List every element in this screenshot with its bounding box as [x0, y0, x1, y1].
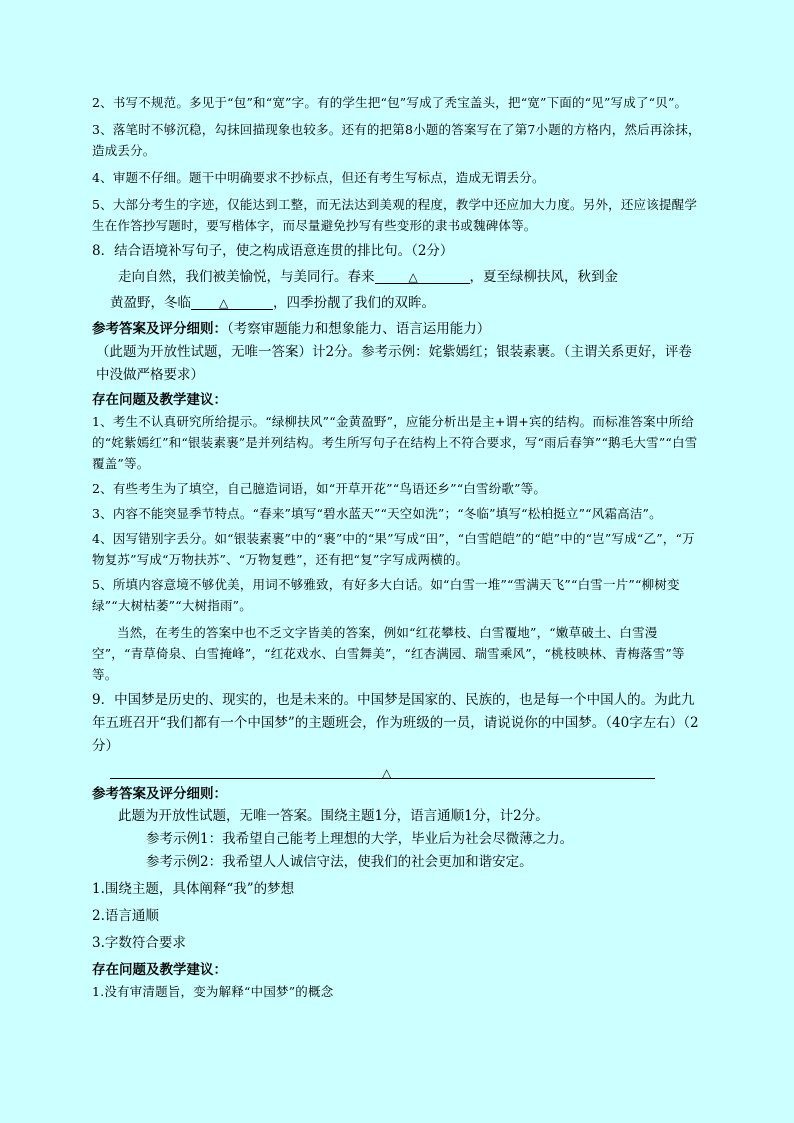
- list-item: 1.没有审清题旨，变为解释“中国梦”的概念: [92, 984, 334, 999]
- answer-blank-winter[interactable]: △: [191, 293, 273, 310]
- handwriting-issues-list: [92, 92, 704, 236]
- list-item: 4、因写错别字丢分。如“银装素裹”中的“裹”中的“果”写成“田”，“白雪皑皑”的“皑”中的“岂”写成“乙”，“万物复苏”写成“万物扶苏”、“万物复甦”，还有把“复”字写成两横的。: [92, 531, 695, 567]
- closing-paragraph: 当然，在考生的答案中也不乏文字皆美的答案，例如“红花攀枝、白雪覆地”，“嫩草破土、白雪漫空”，“青草倚泉、白雪掩峰”，“红花戏水、白雪舞美”，“红杏满园、瑞雪乘风”，“桃枝映林、青梅落雪”等等。: [92, 625, 685, 682]
- question-8-sentence: 走向自然，我们被美愉悦，与美同行。春来 △ ，夏至绿柳扶风，秋到金: [118, 269, 618, 285]
- issues-heading: 存在问题及教学建议：: [92, 392, 227, 408]
- answer-line[interactable]: △: [110, 764, 655, 779]
- question-8-sentence-line2: 黄盈野，冬临 △ ，四季扮靓了我们的双眸。: [110, 295, 435, 311]
- criteria-item: 2.语言通顺: [92, 908, 159, 924]
- question-9: [92, 689, 704, 981]
- list-item: 4、审题不仔细。题干中明确要求不抄标点，但还有考生写标点，造成无谓丢分。: [92, 170, 545, 185]
- list-item: 5、大部分考生的字迹，仅能达到工整，而无法达到美观的程度，教学中还应加大力度。另外，还应该提醒学生在作答抄写题时，要写楷体字，而尽量避免抄写有些变形的隶书或魏碑体等。: [92, 197, 698, 233]
- issues-heading: 存在问题及教学建议：: [92, 962, 227, 978]
- question-8-issues-list: [92, 411, 704, 685]
- list-item: 3、内容不能突显季节特点。“春来”填写“碧水蓝天”“天空如洗”；“冬临”填写“松柏挺立”“风霜高洁”。: [92, 506, 662, 521]
- example-2: 参考示例2：我希望人人诚信守法，使我们的社会更加和谐安定。: [146, 854, 533, 870]
- answer-blank-spring[interactable]: △: [375, 267, 470, 284]
- list-item: 3、落笔时不够沉稳，勾抹回描现象也较多。还有的把第8小题的答案写在了第7小题的方格内，然后再涂抹，造成丢分。: [92, 122, 701, 158]
- question-8: [92, 240, 704, 411]
- answer-heading: 参考答案及评分细则：（考察审题能力和想象能力、语言运用能力）: [92, 321, 491, 337]
- criteria-item: 1.围绕主题，具体阐释“我”的梦想: [92, 881, 295, 897]
- question-9-issues-list: [92, 981, 704, 1002]
- answer-text: 此题为开放性试题，无唯一答案。围绕主题1分，语言通顺1分，计2分。: [118, 808, 549, 824]
- document-page: [92, 88, 704, 1002]
- example-1: 参考示例1：我希望自己能考上理想的大学，毕业后为社会尽微薄之力。: [146, 831, 574, 847]
- list-item: 5、所填内容意境不够优美，用词不够雅致，有好多大白话。如“白雪一堆”“雪满天飞”“白雪一片”“柳树变绿”“大树枯萎”“大树指雨”。: [92, 577, 680, 613]
- list-item: 2、书写不规范。多见于“包”和“宽”字。有的学生把“包”写成了秃宝盖头，把“宽”下面的“见”写成了“贝”。: [92, 95, 688, 110]
- answer-text: （此题为开放性试题，无唯一答案）计2分。参考示例：姹紫嫣红；银装素裹。（主谓关系更好，评卷中没做严格要求）: [96, 344, 692, 383]
- criteria-item: 3.字数符合要求: [92, 935, 186, 951]
- list-item: 2、有些考生为了填空，自己臆造词语，如“开草开花”“鸟语还乡”“白雪纷歌”等。: [92, 481, 547, 496]
- question-9-stem: 9．中国梦是历史的、现实的，也是未来的。中国梦是国家的、民族的，也是每一个中国人的。为此九年五班召开“我们都有一个中国梦”的主题班会，作为班级的一员，请说说你的中国梦。（40字左右）（2分）: [92, 692, 699, 754]
- answer-heading: 参考答案及评分细则：: [92, 786, 227, 802]
- list-item: 1、考生不认真研究所给提示。“绿柳扶风”“金黄盈野”，应能分析出是主+谓+宾的结构。而标准答案中所给的“姹紫嫣红”和“银装素裹”是并列结构。考生所写句子在结构上不符合要求，写“雨后春笋”“鹅毛大雪”“白雪覆盖”等。: [92, 414, 698, 471]
- question-8-stem: 8．结合语境补写句子，使之构成语意连贯的排比句。（2分）: [92, 243, 454, 259]
